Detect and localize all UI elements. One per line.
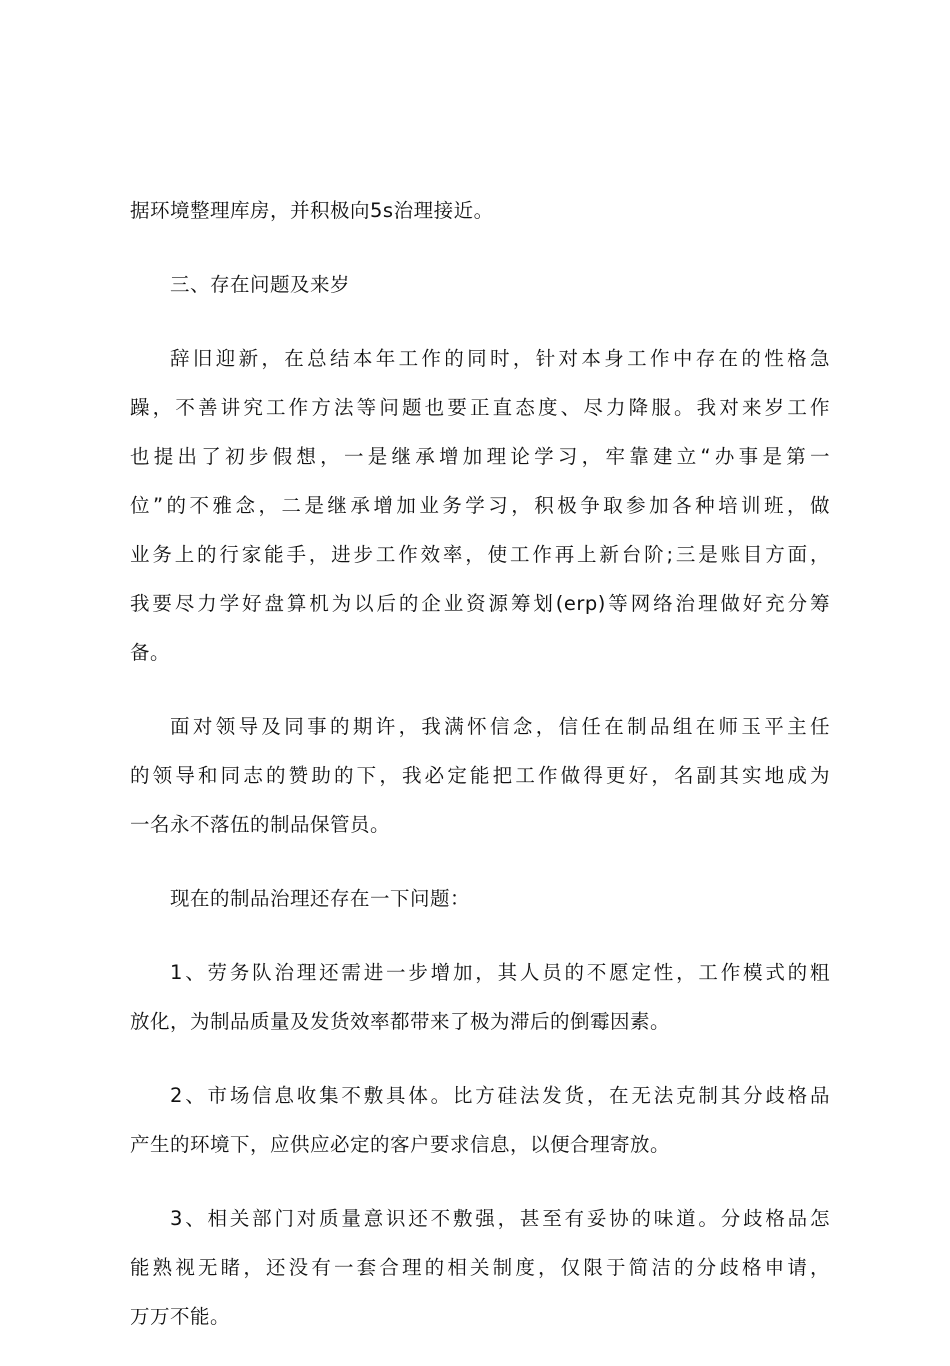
list-item-1 xyxy=(130,948,830,1046)
section-heading-3 xyxy=(130,260,830,309)
text-line: 的领导和同志的赞助的下，我必定能把工作做得更好，名副其实地成为 xyxy=(130,764,830,787)
text-line: 位”的不雅念，二是继承增加业务学习，积极争取参加各种培训班，做 xyxy=(130,494,830,517)
text-line: 3、相关部门对质量意识还不敷强，甚至有妥协的味道。分歧格品怎 xyxy=(170,1207,830,1230)
text-line: 产生的环境下，应供应必定的客户要求信息，以便合理寄放。 xyxy=(130,1133,671,1156)
text-line: 辞旧迎新，在总结本年工作的同时，针对本身工作中存在的性格急 xyxy=(170,347,830,370)
text-line: 躁，不善讲究工作方法等问题也要正直态度、尽力降服。我对来岁工作 xyxy=(130,396,830,419)
text-line: 业务上的行家能手，进步工作效率，使工作再上新台阶;三是账目方面， xyxy=(130,543,830,566)
text-line: 我要尽力学好盘算机为以后的企业资源筹划(erp)等网络治理做好充分筹 xyxy=(130,592,830,615)
text-line: 据环境整理库房，并积极向5s治理接近。 xyxy=(130,199,494,222)
text-line: 现在的制品治理还存在一下问题： xyxy=(170,887,471,910)
text-line: 2、市场信息收集不敷具体。比方硅法发货，在无法克制其分歧格品 xyxy=(170,1084,830,1107)
text-line: 能熟视无睹，还没有一套合理的相关制度，仅限于简洁的分歧格申请， xyxy=(130,1256,830,1279)
text-line: 放化，为制品质量及发货效率都带来了极为滞后的倒霉因素。 xyxy=(130,1010,671,1033)
text-line: 万万不能。 xyxy=(130,1305,231,1328)
text-line: 一名永不落伍的制品保管员。 xyxy=(130,813,391,836)
paragraph-3 xyxy=(130,334,830,677)
text-line: 面对领导及同事的期许，我满怀信念，信任在制品组在师玉平主任 xyxy=(170,715,830,738)
text-line: 备。 xyxy=(130,641,171,664)
list-item-2 xyxy=(130,1071,830,1169)
text-line: 三、存在问题及来岁 xyxy=(170,273,351,296)
document-body xyxy=(130,186,830,1366)
paragraph-5 xyxy=(130,874,830,923)
text-line: 1、劳务队治理还需进一步增加，其人员的不愿定性，工作模式的粗 xyxy=(170,961,830,984)
paragraph-4 xyxy=(130,702,830,849)
text-line: 也提出了初步假想，一是继承增加理论学习，牢靠建立“办事是第一 xyxy=(130,445,830,468)
list-item-3 xyxy=(130,1194,830,1341)
paragraph-1 xyxy=(130,186,830,235)
